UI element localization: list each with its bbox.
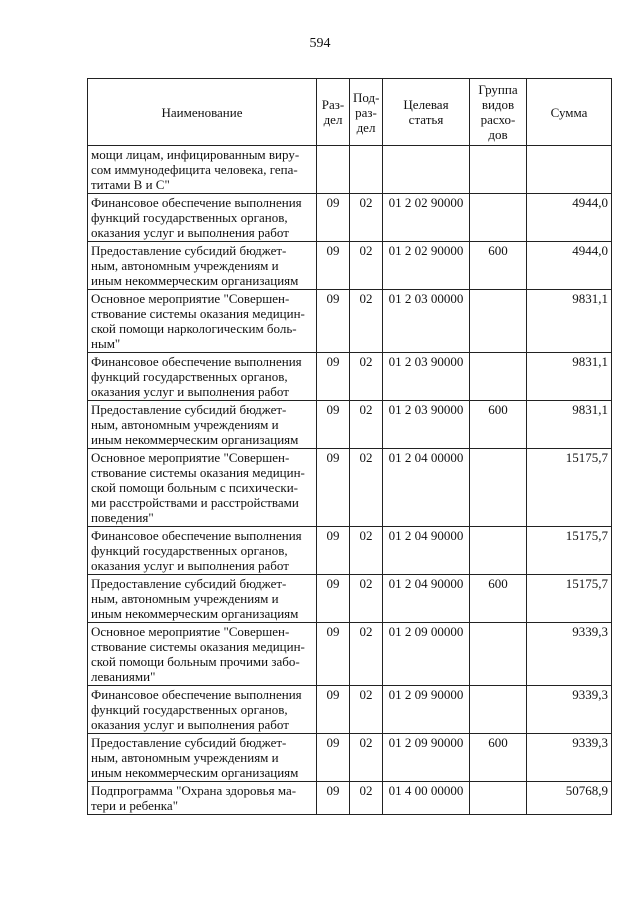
- row-name-cell: Финансовое обеспечение выполнения функций государственных органов, оказания услуг и выполнения работ: [88, 194, 317, 242]
- header-article: Целевая статья: [383, 79, 470, 146]
- row-group-cell: [470, 146, 527, 194]
- row-group-cell: [470, 623, 527, 686]
- row-name-cell: Предоставление субсидий бюджет- ным, автономным учреждениям и иным некоммерческим организациям: [88, 575, 317, 623]
- table-row: [88, 623, 612, 686]
- row-subsection-cell: 02: [350, 623, 383, 686]
- table-header-row: [88, 79, 612, 146]
- row-subsection-cell: 02: [350, 575, 383, 623]
- table-row: [88, 527, 612, 575]
- row-section-cell: 09: [317, 686, 350, 734]
- row-section-cell: 09: [317, 782, 350, 815]
- row-sum-cell: 9831,1: [527, 353, 612, 401]
- header-sum: Сумма: [527, 79, 612, 146]
- row-section-cell: 09: [317, 290, 350, 353]
- row-subsection-cell: 02: [350, 527, 383, 575]
- row-subsection-cell: 02: [350, 686, 383, 734]
- row-article-cell: 01 2 02 90000: [383, 242, 470, 290]
- row-article-cell: 01 2 09 90000: [383, 686, 470, 734]
- row-name-cell: Основное мероприятие "Совершен- ствование системы оказания медицин- ской помощи наркологическим боль- ным": [88, 290, 317, 353]
- row-name-cell: мощи лицам, инфицированным виру- сом иммунодефицита человека, гепа- титами В и С": [88, 146, 317, 194]
- row-group-cell: [470, 449, 527, 527]
- row-section-cell: 09: [317, 194, 350, 242]
- row-name-cell: Предоставление субсидий бюджет- ным, автономным учреждениям и иным некоммерческим организациям: [88, 242, 317, 290]
- row-article-cell: 01 2 03 90000: [383, 401, 470, 449]
- table-row: [88, 782, 612, 815]
- row-subsection-cell: [350, 146, 383, 194]
- header-name: Наименование: [88, 79, 317, 146]
- row-article-cell: 01 4 00 00000: [383, 782, 470, 815]
- row-name-cell: Подпрограмма "Охрана здоровья ма- тери и ребенка": [88, 782, 317, 815]
- row-group-cell: 600: [470, 734, 527, 782]
- row-subsection-cell: 02: [350, 290, 383, 353]
- row-section-cell: 09: [317, 401, 350, 449]
- table-row: [88, 353, 612, 401]
- row-article-cell: 01 2 09 90000: [383, 734, 470, 782]
- row-subsection-cell: 02: [350, 449, 383, 527]
- row-group-cell: [470, 782, 527, 815]
- row-subsection-cell: 02: [350, 734, 383, 782]
- row-group-cell: [470, 194, 527, 242]
- row-sum-cell: 9339,3: [527, 686, 612, 734]
- row-article-cell: 01 2 03 00000: [383, 290, 470, 353]
- row-sum-cell: 50768,9: [527, 782, 612, 815]
- row-article-cell: 01 2 03 90000: [383, 353, 470, 401]
- row-name-cell: Предоставление субсидий бюджет- ным, автономным учреждениям и иным некоммерческим организациям: [88, 401, 317, 449]
- header-group: Группа видов расхо- дов: [470, 79, 527, 146]
- table-row: [88, 734, 612, 782]
- row-section-cell: 09: [317, 449, 350, 527]
- row-sum-cell: 9339,3: [527, 734, 612, 782]
- row-group-cell: [470, 686, 527, 734]
- row-section-cell: 09: [317, 575, 350, 623]
- row-group-cell: 600: [470, 242, 527, 290]
- row-subsection-cell: 02: [350, 353, 383, 401]
- row-sum-cell: 15175,7: [527, 527, 612, 575]
- row-article-cell: 01 2 04 90000: [383, 527, 470, 575]
- row-sum-cell: [527, 146, 612, 194]
- row-section-cell: 09: [317, 734, 350, 782]
- row-article-cell: 01 2 04 90000: [383, 575, 470, 623]
- row-sum-cell: 4944,0: [527, 194, 612, 242]
- row-name-cell: Финансовое обеспечение выполнения функций государственных органов, оказания услуг и выполнения работ: [88, 527, 317, 575]
- row-name-cell: Предоставление субсидий бюджет- ным, автономным учреждениям и иным некоммерческим организациям: [88, 734, 317, 782]
- row-name-cell: Финансовое обеспечение выполнения функций государственных органов, оказания услуг и выполнения работ: [88, 686, 317, 734]
- table-row: [88, 575, 612, 623]
- row-subsection-cell: 02: [350, 194, 383, 242]
- row-group-cell: 600: [470, 401, 527, 449]
- table-row: [88, 146, 612, 194]
- row-sum-cell: 4944,0: [527, 242, 612, 290]
- budget-table: [87, 78, 612, 815]
- header-subsection: Под- раз- дел: [350, 79, 383, 146]
- row-group-cell: [470, 353, 527, 401]
- row-name-cell: Основное мероприятие "Совершен- ствование системы оказания медицин- ской помощи больным с психически- ми расстройствами и расстройствами поведения": [88, 449, 317, 527]
- row-section-cell: 09: [317, 242, 350, 290]
- row-subsection-cell: 02: [350, 782, 383, 815]
- row-section-cell: [317, 146, 350, 194]
- row-group-cell: [470, 527, 527, 575]
- row-section-cell: 09: [317, 623, 350, 686]
- header-section: Раз- дел: [317, 79, 350, 146]
- table-row: [88, 449, 612, 527]
- table-row: [88, 242, 612, 290]
- row-sum-cell: 15175,7: [527, 575, 612, 623]
- row-name-cell: Основное мероприятие "Совершен- ствование системы оказания медицин- ской помощи больным прочими забо- леваниями": [88, 623, 317, 686]
- row-section-cell: 09: [317, 353, 350, 401]
- row-sum-cell: 15175,7: [527, 449, 612, 527]
- table-body: [88, 146, 612, 815]
- row-name-cell: Финансовое обеспечение выполнения функций государственных органов, оказания услуг и выполнения работ: [88, 353, 317, 401]
- table-row: [88, 686, 612, 734]
- page-number: 594: [309, 36, 331, 51]
- row-sum-cell: 9831,1: [527, 401, 612, 449]
- row-subsection-cell: 02: [350, 401, 383, 449]
- row-group-cell: 600: [470, 575, 527, 623]
- table-row: [88, 401, 612, 449]
- row-section-cell: 09: [317, 527, 350, 575]
- table-row: [88, 290, 612, 353]
- row-article-cell: 01 2 09 00000: [383, 623, 470, 686]
- row-subsection-cell: 02: [350, 242, 383, 290]
- row-article-cell: 01 2 04 00000: [383, 449, 470, 527]
- row-article-cell: [383, 146, 470, 194]
- row-group-cell: [470, 290, 527, 353]
- table-row: [88, 194, 612, 242]
- row-sum-cell: 9831,1: [527, 290, 612, 353]
- row-article-cell: 01 2 02 90000: [383, 194, 470, 242]
- row-sum-cell: 9339,3: [527, 623, 612, 686]
